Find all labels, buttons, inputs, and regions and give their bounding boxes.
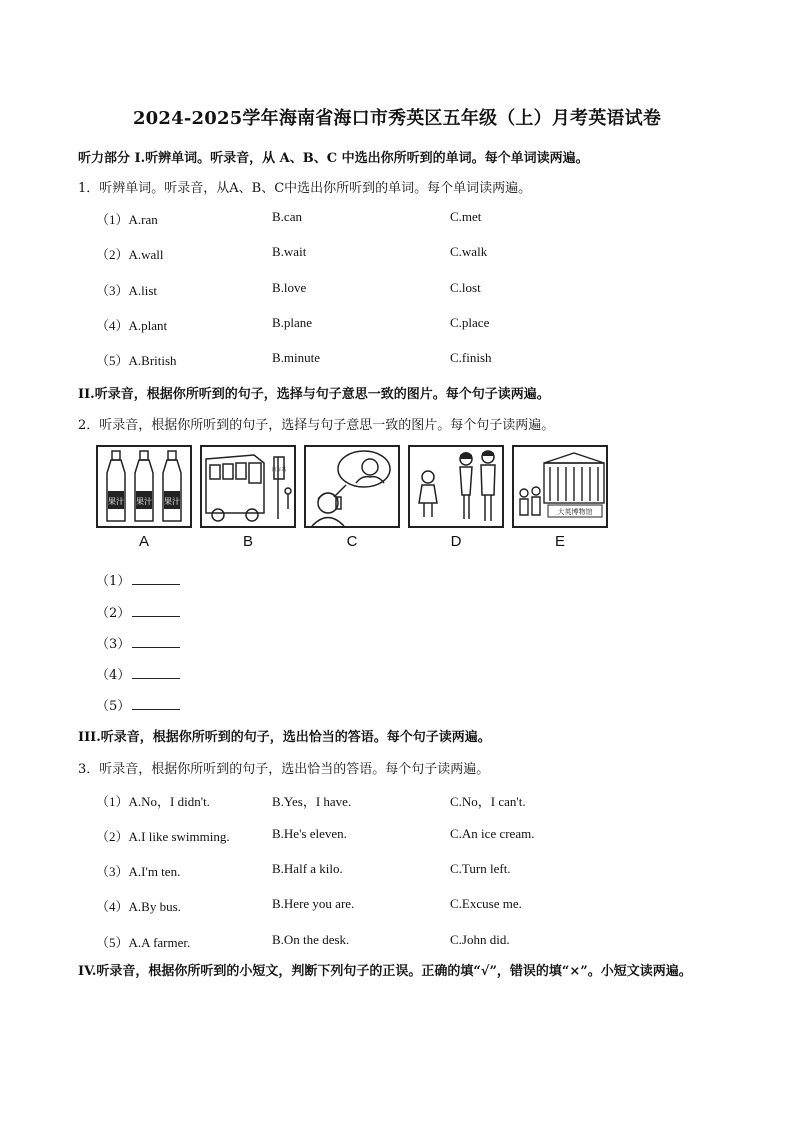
question-3: 3．听录音，根据你所听到的句子，选出恰当的答语。每个句子读两遍。 <box>78 762 490 777</box>
part2-heading: II.听录音，根据你所听到的句子，选择与句子意思一致的图片。每个句子读两遍。 <box>78 387 550 402</box>
picture-label-e: E <box>554 533 565 550</box>
svg-text:果汁: 果汁 <box>108 497 124 506</box>
q1-3-option-b: B.love <box>272 280 307 295</box>
answer-blank[interactable]: （1） <box>96 570 180 589</box>
q3-1-option-b: B.Yes，I have. <box>272 794 352 809</box>
picture-label-b: B <box>242 533 253 550</box>
q3-2-option-c: C.An ice cream. <box>450 826 535 841</box>
question-1: 1．听辨单词。听录音，从A、B、C中选出你所听到的单词。每个单词读两遍。 <box>78 181 532 196</box>
svg-text:汽车站: 汽车站 <box>271 467 287 473</box>
page-title: 2024-2025学年海南省海口市秀英区五年级（上）月考英语试卷 <box>132 108 662 129</box>
q3-option-row <box>96 791 736 811</box>
q1-3-option-c: C.lost <box>450 280 481 295</box>
q1-5-option-a: （5）A.British <box>96 353 177 368</box>
phone-call-picture <box>304 445 400 528</box>
q3-2-option-a: （2）A.I like swimming. <box>96 829 230 844</box>
q1-1-option-c: C.met <box>450 209 482 224</box>
bus-picture <box>200 445 296 528</box>
q1-1-option-a: （1）A.ran <box>96 212 158 227</box>
q1-3-option-a: （3）A.list <box>96 283 158 298</box>
q3-3-option-c: C.Turn left. <box>450 861 511 876</box>
q1-2-option-b: B.wait <box>272 244 307 259</box>
answer-blank[interactable]: （4） <box>96 664 180 683</box>
q1-2-option-a: （2）A.wall <box>96 247 164 262</box>
svg-text:大英博物馆: 大英博物馆 <box>557 508 593 516</box>
part4-heading: IV.听录音，根据你所听到的小短文，判断下列句子的正误。正确的填“√”，错误的填“×”。小短文读两遍。 <box>78 964 692 979</box>
q3-1-option-c: C.No，I can't. <box>450 794 526 809</box>
q3-4-option-c: C.Excuse me. <box>450 896 522 911</box>
q1-option-row <box>96 315 736 335</box>
q1-1-option-b: B.can <box>272 209 302 224</box>
q1-4-option-c: C.place <box>450 315 490 330</box>
question-2: 2．听录音，根据你所听到的句子，选择与句子意思一致的图片。每个句子读两遍。 <box>78 418 555 433</box>
q3-4-option-b: B.Here you are. <box>272 896 355 911</box>
q3-option-row <box>96 932 736 952</box>
q3-3-option-b: B.Half a kilo. <box>272 861 343 876</box>
q1-option-row <box>96 350 736 370</box>
q3-option-row <box>96 826 736 846</box>
q3-3-option-a: （3）A.I'm ten. <box>96 864 181 879</box>
svg-text:果汁: 果汁 <box>164 497 180 506</box>
family-picture <box>408 445 504 528</box>
q1-option-row <box>96 280 736 300</box>
part3-heading: III.听录音，根据你所听到的句子，选出恰当的答语。每个句子读两遍。 <box>78 730 491 745</box>
answer-blank[interactable]: （2） <box>96 602 180 621</box>
q3-5-option-a: （5）A.A farmer. <box>96 935 191 950</box>
picture-strip <box>96 445 612 555</box>
q1-2-option-c: C.walk <box>450 244 488 259</box>
answer-blank[interactable]: （5） <box>96 695 180 714</box>
answer-blank[interactable]: （3） <box>96 633 180 652</box>
part1-heading: 听力部分 I.听辨单词。听录音，从 A、B、C 中选出你所听到的单词。每个单词读两遍。 <box>78 151 589 166</box>
q1-4-option-b: B.plane <box>272 315 313 330</box>
q3-5-option-c: C.John did. <box>450 932 510 947</box>
svg-text:果汁: 果汁 <box>136 497 152 506</box>
museum-picture <box>512 445 608 528</box>
picture-label-d: D <box>450 533 462 550</box>
q3-option-row <box>96 861 736 881</box>
q3-2-option-b: B.He's eleven. <box>272 826 347 841</box>
q1-5-option-c: C.finish <box>450 350 492 365</box>
q1-option-row <box>96 209 736 229</box>
q3-5-option-b: B.On the desk. <box>272 932 350 947</box>
q3-1-option-a: （1）A.No，I didn't. <box>96 794 210 809</box>
q1-option-row <box>96 244 736 264</box>
q1-4-option-a: （4）A.plant <box>96 318 168 333</box>
q1-5-option-b: B.minute <box>272 350 321 365</box>
juice-bottles-picture <box>96 445 192 528</box>
q3-4-option-a: （4）A.By bus. <box>96 899 181 914</box>
picture-label-c: C <box>346 533 358 550</box>
q3-option-row <box>96 896 736 916</box>
picture-label-a: A <box>138 533 149 550</box>
